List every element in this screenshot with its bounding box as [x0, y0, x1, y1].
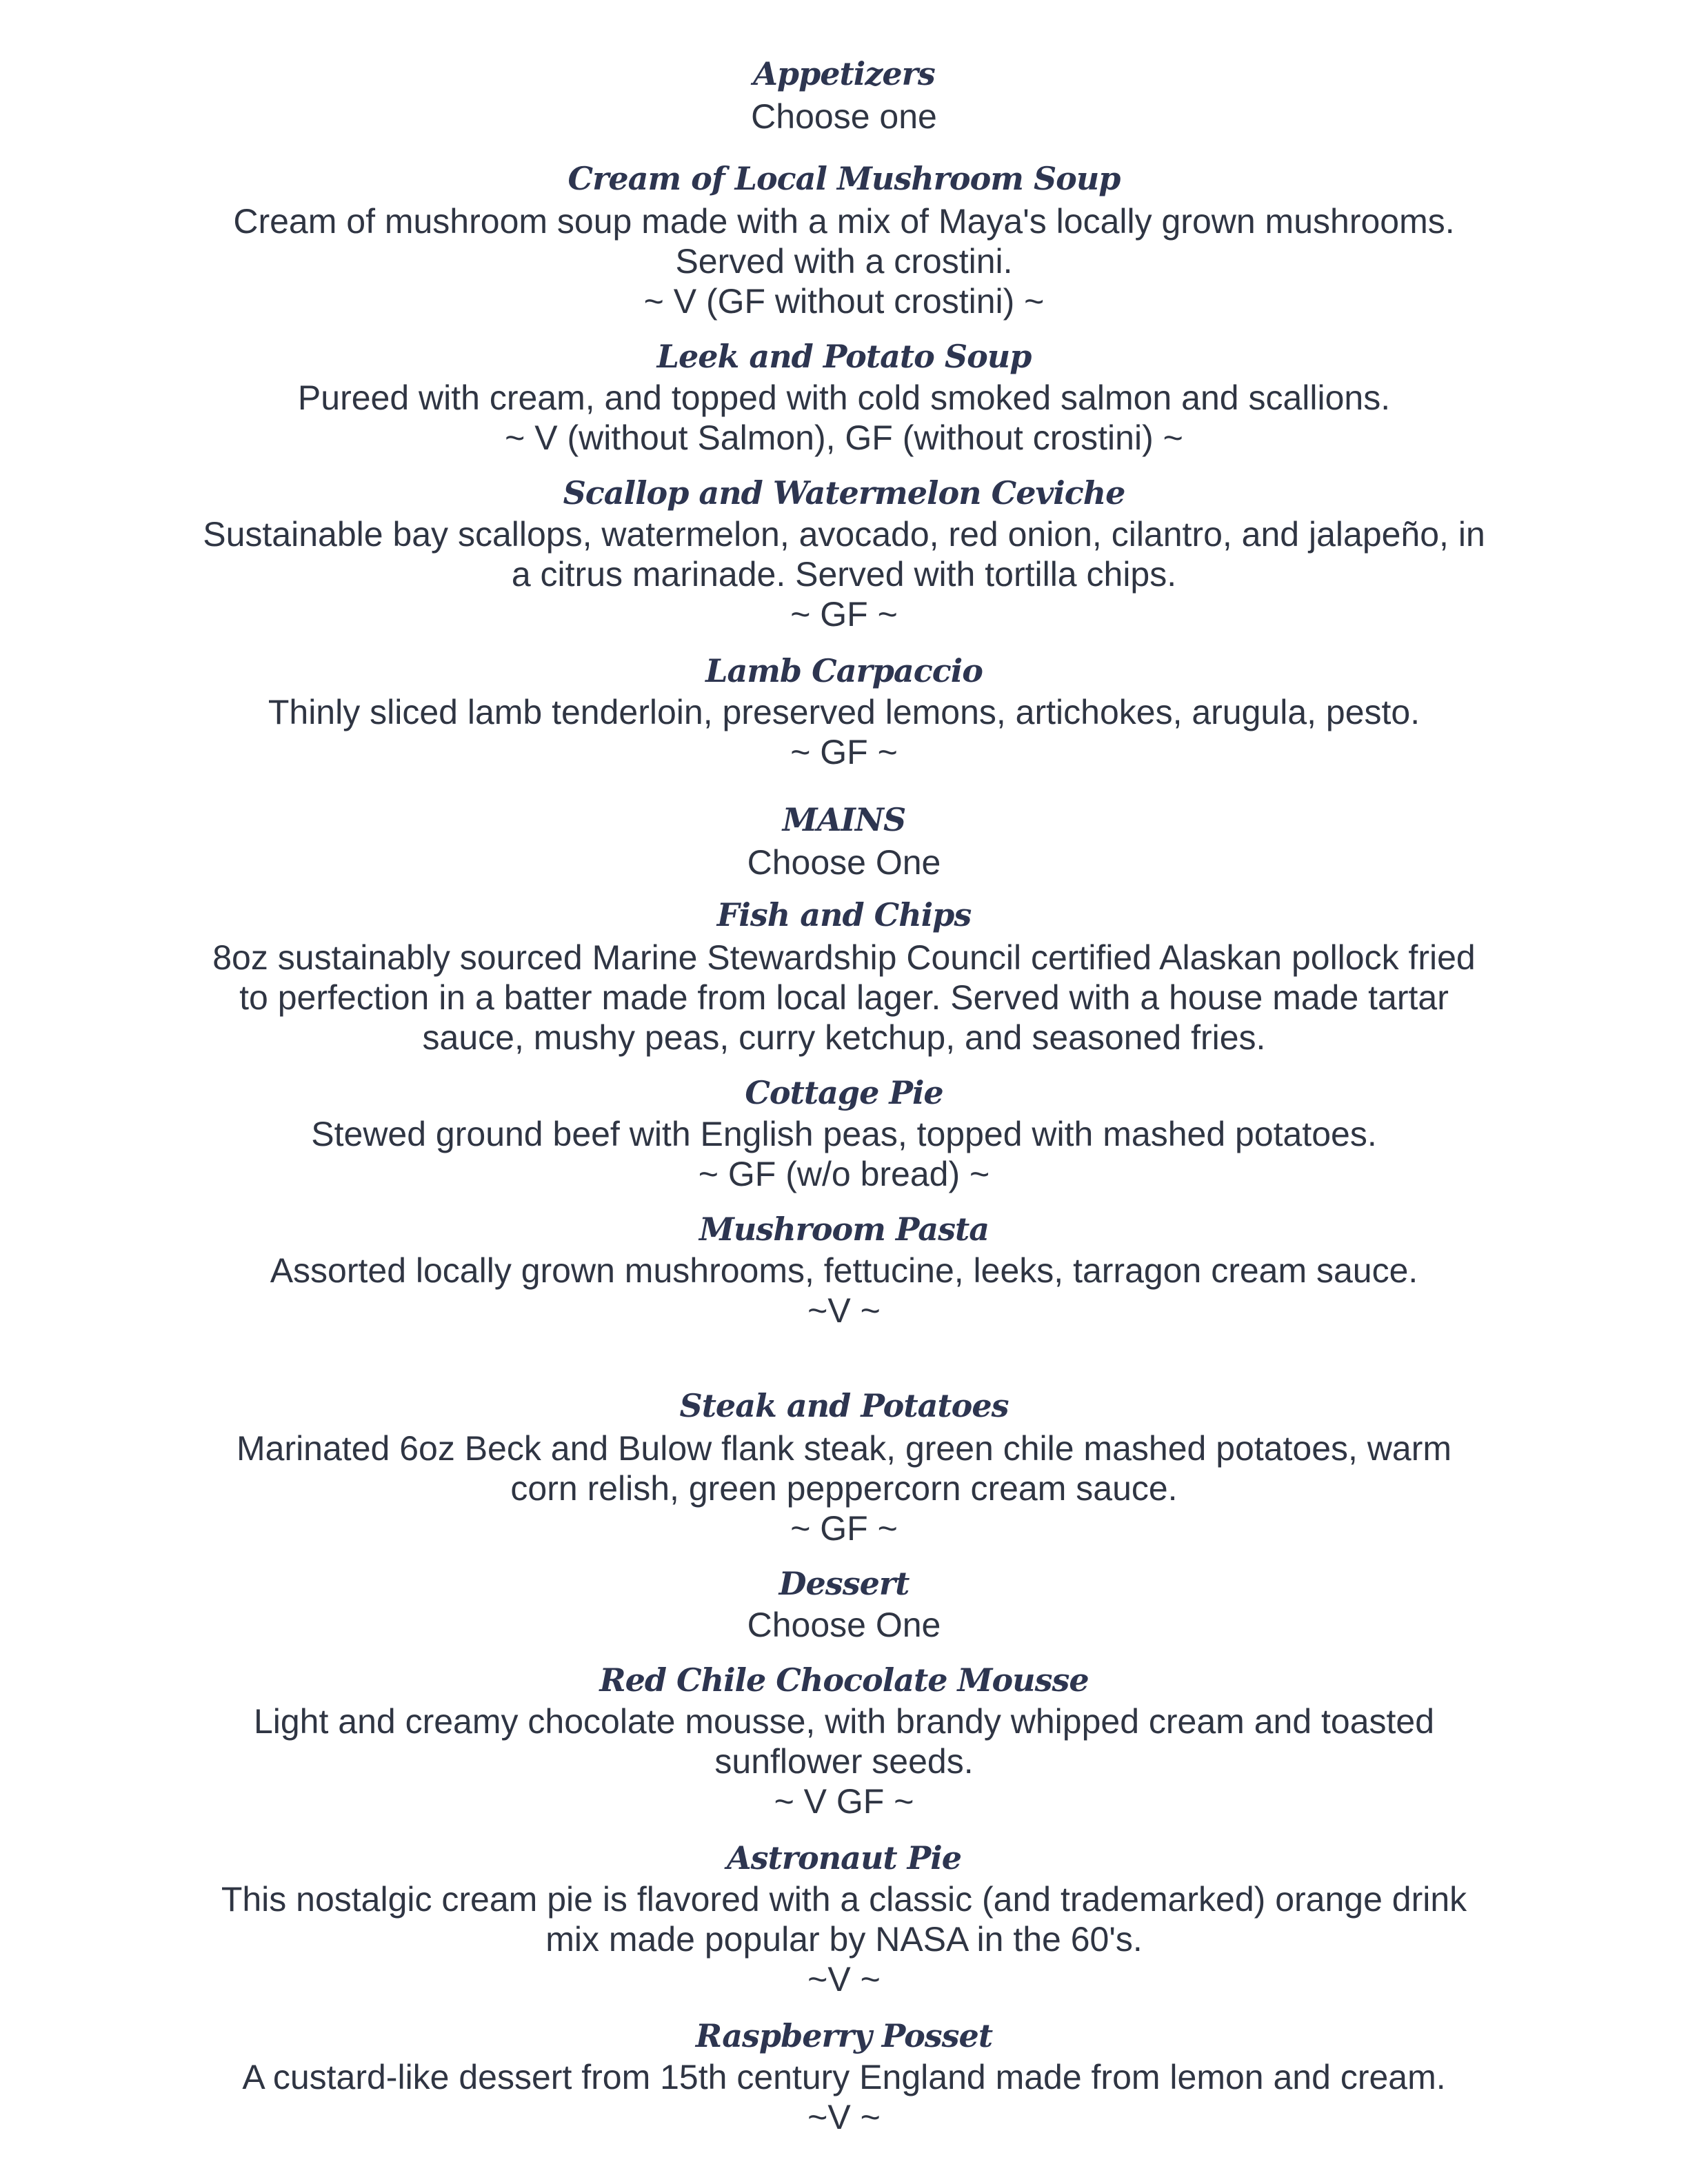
dish-dietary-note: ~V ~ — [807, 1960, 881, 1999]
dish-description: sunflower seeds. — [714, 1742, 974, 1781]
dish-name: Leek and Potato Soup — [656, 338, 1032, 375]
dish-name: Steak and Potatoes — [679, 1387, 1009, 1424]
dish-name: Fish and Chips — [716, 896, 972, 933]
dish-description: a citrus marinade. Served with tortilla chips. — [511, 555, 1177, 594]
dish-dietary-note: ~V ~ — [807, 1291, 881, 1330]
dish-description: corn relish, green peppercorn cream sauce. — [510, 1469, 1178, 1508]
dish-description: Marinated 6oz Beck and Bulow flank steak, green chile mashed potatoes, warm — [236, 1429, 1452, 1468]
section-heading-dessert: Dessert — [778, 1565, 910, 1602]
section-choose-appetizers: Choose one — [751, 97, 937, 136]
dish-name: Mushroom Pasta — [699, 1211, 989, 1248]
dish-dietary-note: ~ V (without Salmon), GF (without crostini) ~ — [505, 418, 1183, 457]
dish-description: sauce, mushy peas, curry ketchup, and seasoned fries. — [422, 1018, 1266, 1057]
dish-description: to perfection in a batter made from local lager. Served with a house made tartar — [239, 978, 1449, 1017]
section-choose-dessert: Choose One — [747, 1606, 941, 1644]
dish-name: Astronaut Pie — [726, 1839, 962, 1877]
dish-dietary-note: ~ GF ~ — [790, 733, 898, 771]
dish-name: Red Chile Chocolate Mousse — [599, 1661, 1089, 1699]
dish-name: Cream of Local Mushroom Soup — [567, 160, 1121, 197]
section-choose-mains: Choose One — [747, 843, 941, 882]
dish-description: Cream of mushroom soup made with a mix of Maya's locally grown mushrooms. — [233, 202, 1455, 241]
dish-dietary-note: ~ V (GF without crostini) ~ — [643, 282, 1045, 321]
dish-dietary-note: ~V ~ — [807, 2098, 881, 2136]
section-heading-appetizers: Appetizers — [753, 55, 935, 92]
dish-description: A custard-like dessert from 15th century England made from lemon and cream. — [242, 2058, 1446, 2096]
dish-description: Stewed ground beef with English peas, topped with mashed potatoes. — [311, 1115, 1377, 1153]
dish-name: Cottage Pie — [745, 1074, 943, 1111]
dish-description: This nostalgic cream pie is flavored with a classic (and trademarked) orange drink — [221, 1880, 1467, 1919]
dish-description: Pureed with cream, and topped with cold smoked salmon and scallions. — [297, 378, 1391, 417]
dish-name: Raspberry Posset — [695, 2017, 993, 2054]
dish-dietary-note: ~ GF ~ — [790, 595, 898, 634]
dish-description: Sustainable bay scallops, watermelon, avocado, red onion, cilantro, and jalapeño, in — [203, 515, 1485, 554]
dish-description: Assorted locally grown mushrooms, fettucine, leeks, tarragon cream sauce. — [270, 1251, 1418, 1290]
dish-dietary-note: ~ V GF ~ — [774, 1782, 914, 1821]
dish-name: Scallop and Watermelon Ceviche — [563, 474, 1125, 512]
dish-dietary-note: ~ GF (w/o bread) ~ — [698, 1155, 990, 1193]
dish-name: Lamb Carpaccio — [705, 652, 983, 689]
dish-description: 8oz sustainably sourced Marine Stewardship Council certified Alaskan pollock fried — [212, 938, 1476, 977]
dish-description: Thinly sliced lamb tenderloin, preserved lemons, artichokes, arugula, pesto. — [268, 693, 1420, 731]
section-heading-mains: MAINS — [782, 801, 906, 838]
dish-description: Light and creamy chocolate mousse, with brandy whipped cream and toasted — [253, 1702, 1435, 1741]
dish-dietary-note: ~ GF ~ — [790, 1509, 898, 1548]
dish-description: mix made popular by NASA in the 60's. — [545, 1920, 1143, 1959]
dish-description: Served with a crostini. — [675, 242, 1013, 281]
